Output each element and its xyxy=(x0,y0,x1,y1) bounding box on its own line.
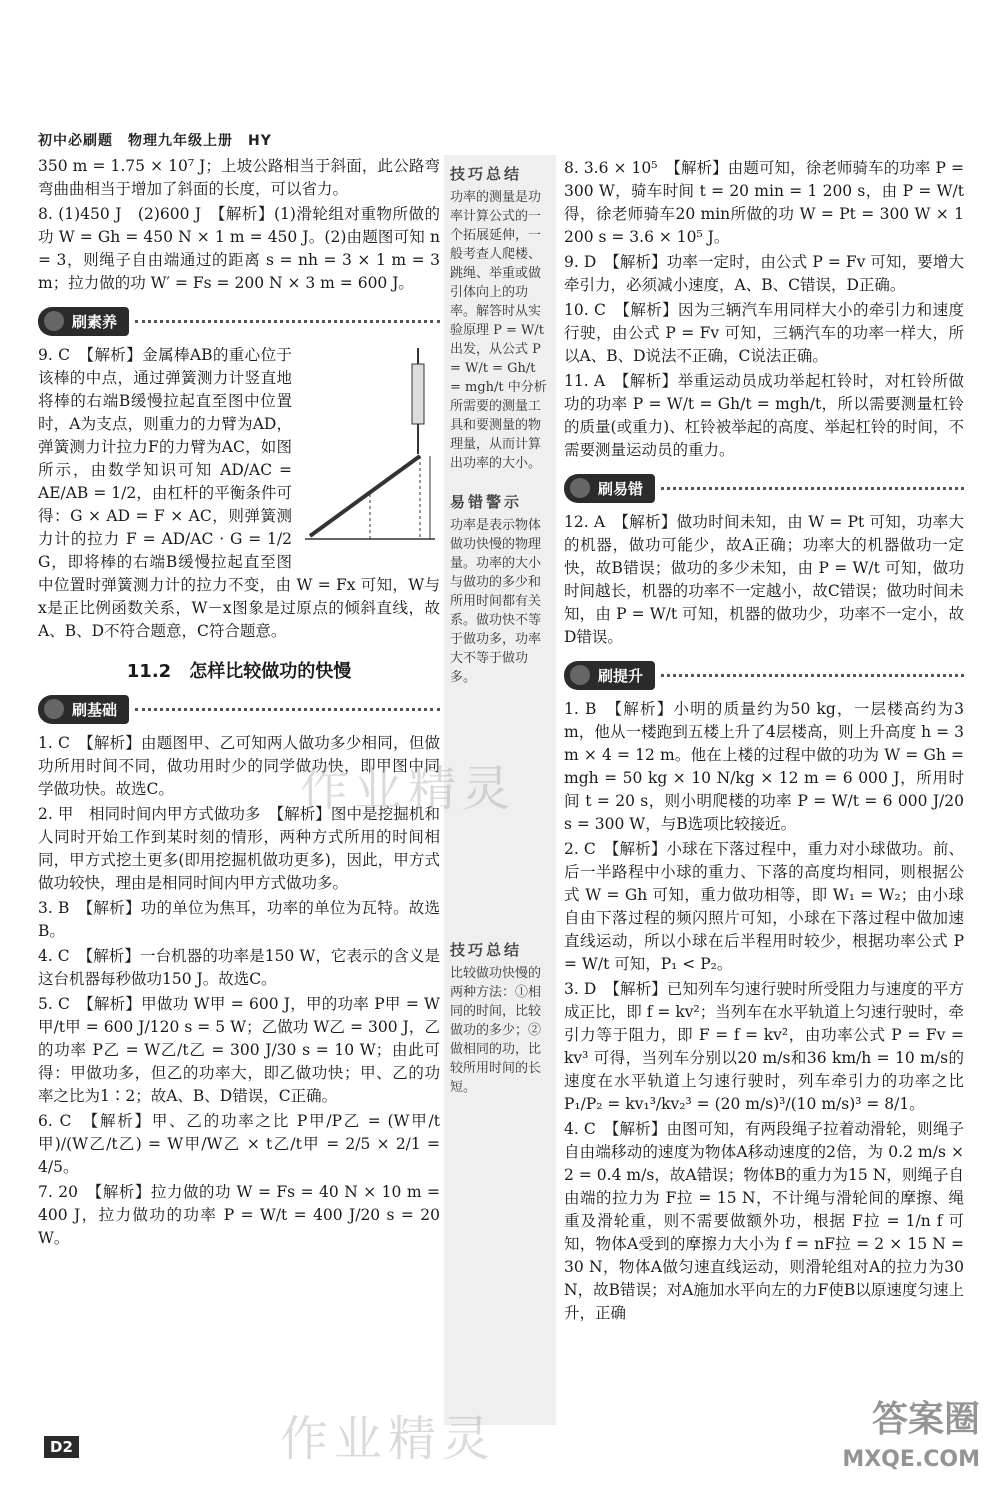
dotted-divider xyxy=(135,708,440,711)
banner-label: 刷素养 xyxy=(38,307,129,336)
answer-r8: 8. 3.6 × 10⁵ 【解析】由题可知，徐老师骑车的功率 P = 300 W，骑车时间 t = 20 min = 1 200 s，由 P = W/t 得，徐老师骑车20 min所做的功 W = Pt = 300 W × 1 200 s = 3.6 × 10⁵ J。 xyxy=(564,159,964,246)
answer-r12: 12. A 【解析】做功时间未知，由 W = Pt 可知，功率大的机器，做功可能少，故A正确；功率大的机器做功一定快，故B错误；做功的多少未知，由 P = W/t 可知，做功时间越长，机器的功率不一定越小，故C错误；做功时间未知，由 P = W/t 可知，机器的做功少，功率不一定小，故D错误。 xyxy=(564,513,964,646)
lever-diagram xyxy=(300,344,440,554)
banner-yicuo xyxy=(564,474,964,503)
dotted-divider xyxy=(135,320,440,323)
site-watermark xyxy=(842,1400,980,1480)
dotted-divider xyxy=(661,487,964,490)
banner-suyang xyxy=(38,307,440,336)
warning-title: 易错警示 xyxy=(450,493,523,511)
page-number: D2 xyxy=(44,1436,79,1458)
tip-box-1 xyxy=(444,157,556,479)
tip-text: 比较做功快慢的两种方法：①相同的时间，比较做功的多少；②做相同的功，比较所用时间的长短。 xyxy=(450,966,542,1095)
tip-title: 技巧总结 xyxy=(450,165,523,183)
tip-title: 技巧总结 xyxy=(450,941,523,959)
dotted-divider xyxy=(661,674,964,677)
answer-6: 6. C 【解析】甲、乙的功率之比 P甲/P乙 = (W甲/t甲)/(W乙/t乙) = W甲/W乙 × t乙/t甲 = 2/5 × 2/1 = 4/5。 xyxy=(38,1112,440,1176)
answer-1: 1. C 【解析】由题图甲、乙可知两人做功多少相同，但做功所用时间不同，做功用时少的同学做功快，即甲图中同学做功快。故选C。 xyxy=(38,734,440,798)
answer-2: 2. 甲 相同时间内甲方式做功多 【解析】图中是挖掘机和人同时开始工作到某时刻的情形，两种方式所用的时间相同，甲方式挖土更多(即用挖掘机做功更多)，因此，甲方式做功较快，理由是相同时间内甲方式做功多。 xyxy=(38,805,440,892)
answer-t4: 4. C 【解析】由图可知，有两段绳子拉着动滑轮，则绳子自由端移动的速度为物体A移动速度的2倍，为 0.2 m/s × 2 = 0.4 m/s，故A错误；物体B的重力为15 N，则绳子自由端的拉力为 F拉 = 15 N，不计绳与滑轮间的摩擦、绳重及滑轮重，则不需要做额外功，根据 F拉 = 1/n f 可知，物体A受到的摩擦力大小为 f = nF拉 = 2 × 15 N = 30 N，物体A做匀速直线运动，则滑轮组对A的拉力为30 N，故B错误；对A施加水平向左的力F使B以原速度匀速上升，正确 xyxy=(564,1120,964,1322)
watermark: 作业精灵 xyxy=(300,761,517,817)
warning-text: 功率是表示物体做功快慢的物理量。功率的大小与做功的多少和所用时间都有关系。做功快不等于做功多，功率大不等于做功多。 xyxy=(450,518,542,685)
answer-t2: 2. C 【解析】小球在下落过程中，重力对小球做功。前、后一半路程中小球的重力、下落的高度均相同，则根据公式 W = Gh 可知，重力做功相等，即 W₁ = W₂；由小球自由下落过程的频闪照片可知，小球在下落过程中做加速直线运动，所以小球在后半程用时较少，根据功率公式 P = W/t 可知，P₁ < P₂。 xyxy=(564,840,964,973)
answer-9: 9. C 【解析】金属棒AB的重心位于该棒的中点，通过弹簧测力计竖直地将棒的右端B缓慢拉起直至图中位置时，A为支点，则重力的力臂为AD，弹簧测力计拉力F的力臂为AC，如图所示，由数学知识可知 AD/AC = AE/AB = 1/2，由杠杆的平衡条件可得：G × AD = F × AC，则弹簧测力计的拉力 F = AD/AC · G = 1/2 G，即将棒的右端B缓慢拉起直至图中位置时弹簧测力计的拉力不变，由 W = Fx 可知，W与x是正比例函数关系，W－x图象是过原点的倾斜直线，故A、B、D不符合题意，C符合题意。 xyxy=(38,346,440,640)
watermark: 作业精灵 xyxy=(280,1411,497,1467)
answer-t3: 3. D 【解析】已知列车匀速行驶时所受阻力与速度的平方成正比，即 f = kv²；当列车在水平轨道上匀速行驶时，牵引力等于阻力，即 F = f = kv²，由功率公式 P = Fv = kv³ 可得，当列车分别以20 m/s和36 km/h = 10 m/s的速度在水平轨道上匀速行驶时，列车牵引力的功率之比 P₁/P₂ = kv₁³/kv₂³ = (20 m/s)³/(10 m/s)³ = 8/1。 xyxy=(564,980,964,1113)
answer-t1: 1. B 【解析】小明的质量约为50 kg，一层楼高约为3 m，他从一楼跑到五楼上升了4层楼高，则上升高度 h = 3 m × 4 = 12 m。他在上楼的过程中做的功为 W = Gh = mgh = 50 kg × 10 N/kg × 12 m = 6 000 J，所用时间 t = 20 s，则小明爬楼的功率 P = W/t = 6 000 J/20 s = 300 W，与B选项比较接近。 xyxy=(564,700,964,833)
tip-box-2 xyxy=(444,933,556,1103)
warning-box xyxy=(444,485,556,693)
answer-r11: 11. A 【解析】举重运动员成功举起杠铃时，对杠铃所做功的功率 P = W/t = Gh/t = mgh/t，所以需要测量杠铃的质量(或重力)、杠铃被举起的高度、举起杠铃的时间，不需要测量运动员的重力。 xyxy=(564,372,964,459)
page-header: 初中必刷题 物理九年级上册 HY xyxy=(38,133,272,149)
tip-text: 功率的测量是功率计算公式的一个拓展延伸，一般考查人爬楼、跳绳、举重或做引体向上的功率。解答时从实验原理 P = W/t 出发，从公式 P = W/t = Gh/t = mgh/t 中分析所需要的测量工具和要测量的物理量，从而计算出功率的大小。 xyxy=(450,190,547,471)
answer-7: 7. 20 【解析】拉力做的功 W = Fs = 40 N × 10 m = 400 J，拉力做功的功率 P = W/t = 400 J/20 s = 20 W。 xyxy=(38,1183,440,1247)
banner-jichu xyxy=(38,695,440,724)
banner-label: 刷易错 xyxy=(564,474,655,503)
site-name: 答案圈 xyxy=(871,1399,980,1440)
left-column xyxy=(38,155,440,1250)
answer-5: 5. C 【解析】甲做功 W甲 = 600 J，甲的功率 P甲 = W甲/t甲 = 600 J/120 s = 5 W；乙做功 W乙 = 300 J，乙的功率 P乙 = W乙/t乙 = 300 J/30 s = 10 W；由此可得：甲做功多，但乙的功率大，即乙做功快；甲、乙的功率之比为1∶2；故A、B、D错误，C正确。 xyxy=(38,995,440,1105)
q7-continuation: 350 m = 1.75 × 10⁷ J；上坡公路相当于斜面，此公路弯弯曲曲相当于增加了斜面的长度，可以省力。 xyxy=(38,157,440,198)
site-url: MXQE.COM xyxy=(842,1447,980,1472)
banner-label: 刷基础 xyxy=(38,695,129,724)
answer-8: 8. (1)450 J (2)600 J 【解析】(1)滑轮组对重物所做的功 W = Gh = 450 N × 1 m = 450 J。(2)由题图可知 n = 3，则绳子自由端通过的距离 s = nh = 3 × 1 m = 3 m；拉力做的功 W′ = Fs = 200 N × 3 m = 600 J。 xyxy=(38,205,440,292)
answer-r9: 9. D 【解析】功率一定时，由公式 P = Fv 可知，要增大牵引力，必须减小速度，A、B、C错误，D正确。 xyxy=(564,253,964,294)
answer-3: 3. B 【解析】功的单位为焦耳，功率的单位为瓦特。故选B。 xyxy=(38,899,440,940)
section-title: 11.2 怎样比较做功的快慢 xyxy=(126,661,352,682)
banner-label: 刷提升 xyxy=(564,661,655,690)
right-column xyxy=(564,155,964,1325)
banner-tisheng xyxy=(564,661,964,690)
answer-4: 4. C 【解析】一台机器的功率是150 W，它表示的含义是这台机器每秒做功150 J。故选C。 xyxy=(38,947,440,988)
answer-r10: 10. C 【解析】因为三辆汽车用同样大小的牵引力和速度行驶，由公式 P = Fv 可知，三辆汽车的功率一样大，所以A、B、D说法不正确，C说法正确。 xyxy=(564,301,964,365)
